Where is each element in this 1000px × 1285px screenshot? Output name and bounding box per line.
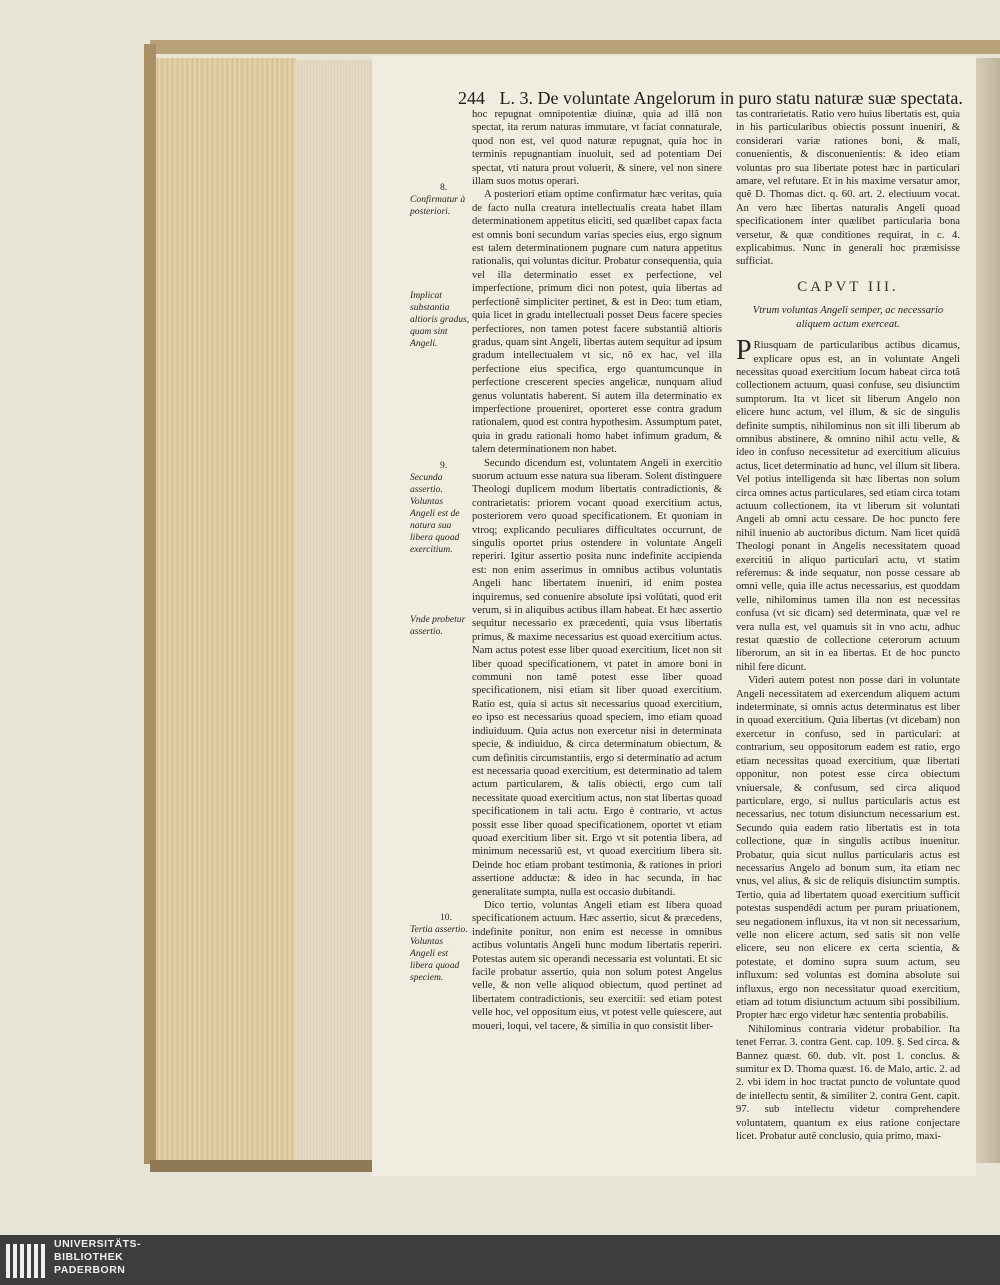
margin-note: 10. Tertia assertio. Voluntas Angeli est libera quoad speciem.: [410, 912, 468, 983]
right-text-column: [736, 108, 960, 1143]
book-cover-bottom-edge: [150, 1160, 380, 1172]
page-block-edge-inner: [294, 60, 374, 1165]
left-text-column: [472, 108, 722, 1033]
page-number: 244: [458, 88, 485, 108]
margin-note: Implicat substantia altioris gradus, quam sint Angeli.: [410, 290, 470, 349]
page-curl-shadow: [972, 58, 1000, 1163]
paragraph: Videri autem potest non posse dari in voluntate Angeli necessitatem ad exercendum aliquem actum indeterminate, si omnis actus determinatus est liber in quoad exercitium. Quia libertas (vt dicebam) non exercetur in confuso, sed in particulari: at contrarium, seu oppositorum eadem est ratio, ergo etiam necessitas quoad exercitium, quæ libertati opponitur, non potest esse circa obiectum vniuersale, & confusum, sed circa aliquod particulare, ergo, si nullus particularis actus est necessarius, nec totum disiunctum necessarium est. Secundo quia eadem ratio libertatis est in tota collectione, quæ in singulis actibus inuenitur. Probatur, quia sicut nullus particularis actus est necessarius Angelo ad bonum sum, ita etiam nec vnus, vel alius, & sic de reliquis disiunctim sumptis. Tertio, quia ad libertatem quoad exercitium sufficit potestas suspendẽdi actum per puram priuationem, seu negationem influxus, ita vt non sit necessarium, velle non elicere actum, sed satis sit non velle elicere, seu non elicere ex certa scientia, & potestate, et domino supra suum actum, seu influxum: sed voluntas est domina absolute sui influxus, ergo non necessitatur quoad exercitium, etiam ad totum disiunctum actuum sibi possibilium. Propter hæc ergo videtur hæc sententia probabilis.: [736, 675, 960, 1022]
book-cover-top-edge: [150, 40, 1000, 54]
library-footer: [0, 1235, 1000, 1285]
paragraph: P Riusquam de particularibus actibus dicamus, explicare opus est, an in voluntate Angeli necessitas quoad exercitium locum habeat circa totã collectionem actuum, quasi confuse, seu disiunctim sumptorum. Ita vt licet sit liberum Angelo non elicere hunc actum, vel illum, & sic de singulis definite sumptis, nihilominus non sit illi liberum ab omnibus abstinere, & omnino nihil actu velle, & ideo in confuso necessitetur ad exercitium alicuius actus, licet determinatio ad hunc, vel illum sit libera. Vel potius intelligenda sit hæc libertas non solum circa omnes actus particulares, sed etiam circa totam actuum collectionem, ita vt liberum sit voluntati Angeli ab omni actu cessare. De hoc puncto fere nihil inuenio ab auctoribus dictum. Nam licet quidã Theologi ponant in Angelis necessitatem quoad exercitiũ in aliquo particulari actu, vt statim referemus: & inde sequatur, non posse cessare ab omni velle, quia ille actus necessarius, est quoddam velle, nihilominus tamen illa non est necessitas confusa (vt sic dicam) sed determinata, quæ vel re vera nulla est, vel quamuis sit in vno actu, adhuc restat quæstio de collectione ceterorum actuum liberorum, an sit in ea libertas. Et de hoc puncto nihil fere dicunt.: [736, 335, 960, 673]
paragraph: A posteriori etiam optime confirmatur hæc veritas, quia de facto nulla creatura intellectualis creata habet illam determinationem appetitus eliciti, sed quælibet capax facta est omnis boni secundum varias species eius, ergo signum est talem determinationem pugnare cum natura appetitus rationalis, qui voluntas dicitur. Probatur consequentia, quia vel illa determinatio esset ex perfectione, vel imperfectione, primum dici non potest, quia libertas ad perfectionẽ simpliciter pertinet, & est in Deo: tum etiam, quia licet in gradu intellectuali posset Deus facere species perfectiores, non tamen potest facere substantiã altioris gradus, quam sint Angeli, libertas autem sequitur ad ipsum gradum intellectualem vt sic, nõ ex hac, vel illa perfectione eius specifica, ergo quantumcunque in perfectione crescerent species angelicæ, nunquam aliud genus voluntatis haberent. Si autem illa determinatio ex imperfectione proueniret, oporteret esse contra gradum rationalem, quod est contra hypothesim. Assumptum patet, quia in gradu rationali homo habet infimum gradum, & talem determinationem non habet.: [472, 189, 722, 456]
paragraph: hoc repugnat omnipotentiæ diuinæ, quia ad illã non spectat, ita rerum naturas immutare, vt faciat connaturale, quod non est, vel quod naturæ repugnat, quia hoc in terminis repugnantiam inuoluit, sed ad potentiam Dei spectat, vti natura prout voluerit, & sinere, vel non sinere illam suos motus operari.: [472, 109, 722, 188]
paragraph: Dico tertio, voluntas Angeli etiam est libera quoad specificationem actuum. Hæc assertio, sicut & præcedens, indefinite ponitur, non enim est necesse in omnibus actibus voluntatis Angeli hunc modum libertatis reperiri. Potestas autem sic operandi necessaria est voluntati. Et sic facile probatur assertio, quia non solum potest Angelus velle, & non velle aliquod obiectum, quod pertinet ad libertatem contradictionis, seu exercitii: sed etiam potest velle hoc, vel oppositum eius, vt potest velle quiescere, aut moueri, loqui, vel tacere, & similia in quo consistit liber-: [472, 899, 722, 1032]
page-block-edge: [156, 58, 296, 1162]
running-head: [458, 88, 978, 109]
paragraph: Secundo dicendum est, voluntatem Angeli in exercitio suorum actuum esse natura sua liberam. Solent distinguere Theologi duplicem modum libertatis contradictionis, & contrarietatis: priorem vocant quoad exercitium actus, posteriorem vero quoad specificationem. Et quoniam in vtroq; explicando peculiares difficultates occurrunt, de singulis oportet prius ostendere in voluntate Angeli reperiri. Igitur assertio posita nunc indefinite accipienda est: non enim asserimus in omnibus actibus voluntatis Angeli hanc libertatem inueniri, id enim postea inquiremus, sed conuenire absolute ipsi volũtati, quod erit verum, si in aliquibus actibus illam habeat. Et hæc assertio sequitur necessario ex præcedenti, quia vsus libertatis primus, & maxime necessarius est quoad exercitium actus. Nam actus potest esse liber quoad exercitium, licet non sit liber quoad specificationem, vt patet in amore boni in communi non tamẽ potest esse liber quoad specificationem, nisi etiam sit liber quoad exercitium. Ratio est, quia si actus sit necessarius quoad exercitium, eo ipso est necessarius quoad speciem, imo etiam quoad indiuiduum. Quia actus non exercetur nisi in determinata specie, & indiuiduo, & circa determinatum obiectum, & cum definitis circumstantiis, ergo si determinatio ad actum est necessaria quoad exercitium, est determinatio ad talem actum particularem, & talis obiecti, ergo cum tali necessitate quoad exercitium actus, non stat libertas quoad specificationem in tali actu. Ergo è contrario, vt actus possit esse liber quoad specificationem, oportet vt etiam quoad exercitium liber sit. Ergo vt sit potentia libera, ad minimum necessariũ est, vt quoad exercitium libera sit. Deinde hoc etiam probant testimonia, & rationes in priori assertione adductæ: & ideo in hac secunda, in hac generalitate sumpta, nulla est occasio dubitandi.: [472, 457, 722, 898]
chapter-heading: CAPVT III.: [797, 278, 899, 295]
margin-note: 8. Confirmatur à posteriori.: [410, 182, 466, 217]
running-title: L. 3. De voluntate Angelorum in puro statu naturæ suæ spectata.: [499, 88, 963, 108]
margin-note: 9. Secunda assertio. Voluntas Angeli est de natura sua libera quoad exercitium.: [410, 460, 460, 555]
margin-note: Vnde probetur assertio.: [410, 614, 466, 637]
paragraph: Nihilominus contraria videtur probabilior. Ita tenet Ferrar. 3. contra Gent. cap. 109. §. Sed circa. & Bannez quæst. 60. dub. vlt. post 1. conclus. & sumitur ex D. Thoma quæst. 16. de Malo, artic. 2. ad 2. vbi idem in hoc tractat puncto de voluntate quod de intellectu sentit, & similiter 2. contra Gent. capit. 97. sub intellectu videtur comprehendere voluntatem, quantum ex eius ratione conjectare licet. Probatur autẽ conclusio, quia primo, maxi-: [736, 1023, 961, 1143]
library-name: UNIVERSITÄTS- BIBLIOTHEK PADERBORN: [54, 1238, 142, 1276]
chapter-subtitle: Vtrum voluntas Angeli semper, ac necessario aliquem actum exerceat.: [752, 305, 944, 330]
paragraph: tas contrarietatis. Ratio vero huius libertatis est, quia in his particularibus obiectis possunt inueniri, & considerari variæ rationes boni, & mali, conuenientis, & disconuenientis: & ideo etiam voluntas pro sua libertate potest hæc in particulari amare, vel refutare. Et in his maxime versatur amor, quẽ D. Thomas dict. q. 60. art. 2. electiuum vocat. An vero hæc libertas naturalis Angeli quoad specificationem inter quælibet particularia bona versetur, & quæ conditiones requirat, in c. 4. explicabimus. Nunc in generali hoc præmisisse sufficiat.: [736, 109, 960, 268]
drop-cap: P: [736, 335, 752, 367]
library-logo-icon: [2, 1238, 48, 1282]
book-spine-edge: [144, 44, 156, 1164]
